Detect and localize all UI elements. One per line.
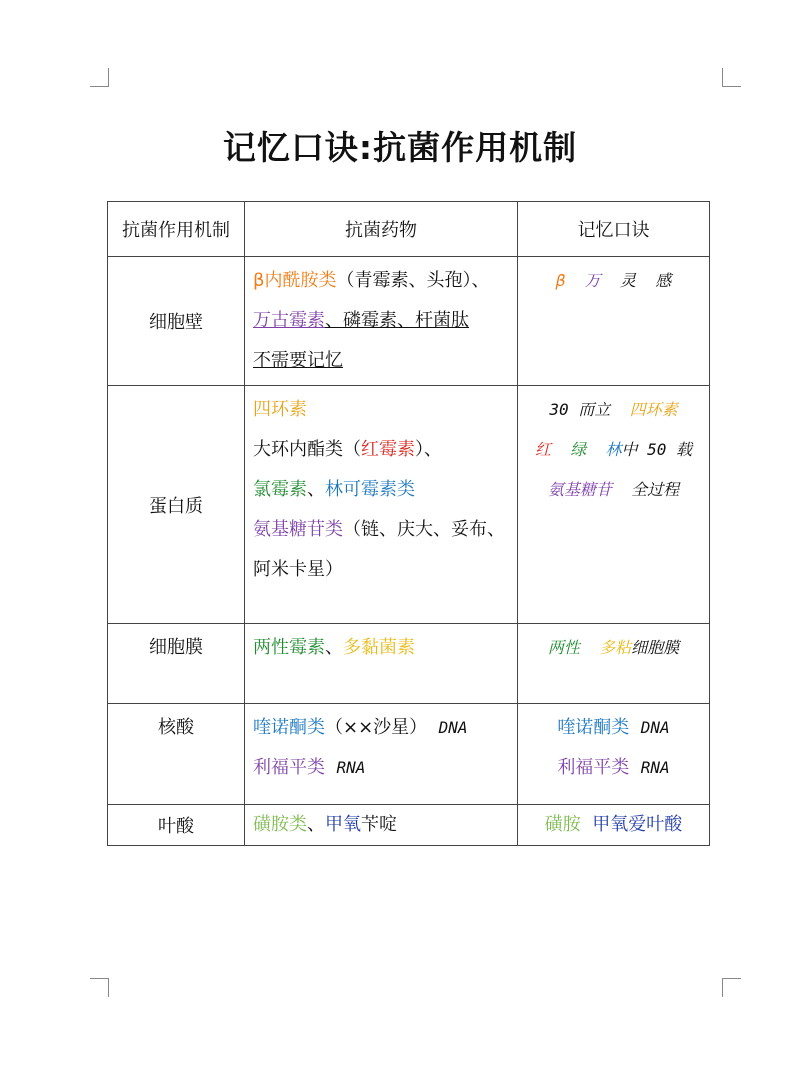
mechanism-cell	[108, 704, 245, 805]
mnemonic-word: 多粘	[599, 638, 632, 657]
drug-line	[253, 708, 511, 748]
header-drugs: 抗菌药物	[245, 202, 518, 257]
mnemonic-word: 四环素	[629, 400, 678, 419]
drug-text: 、	[325, 637, 343, 658]
mnemonic-cell	[518, 805, 710, 846]
mnemonic-word: 万	[584, 271, 601, 290]
drugs-cell	[245, 624, 518, 704]
mnemonic-word: 喹诺酮类	[557, 717, 630, 738]
table-row	[108, 805, 710, 846]
drug-line	[253, 628, 511, 668]
mnemonic-word: 灵	[619, 271, 636, 290]
drug-line	[253, 430, 511, 470]
drug-text: 大环内酯类（	[253, 439, 361, 460]
crop-mark-top-right	[722, 68, 741, 87]
mnemonic-line	[524, 805, 703, 845]
crop-mark-bottom-right	[722, 978, 741, 997]
drug-trimethoprim: 甲氧	[325, 814, 361, 835]
drug-sulfonamide: 磺胺类	[253, 814, 307, 835]
drug-text: 、	[307, 814, 325, 835]
mnemonic-word: 林	[605, 440, 622, 459]
drug-text: 阿米卡星）	[253, 559, 343, 580]
drug-polymyxin: 多黏菌素	[343, 637, 415, 658]
mnemonic-line	[524, 748, 703, 788]
table-row	[108, 386, 710, 624]
drug-line	[253, 341, 511, 381]
mnemonic-cell	[518, 624, 710, 704]
crop-mark-bottom-left	[90, 978, 109, 997]
target-rna: RNA	[336, 758, 366, 777]
mnemonic-word: 红	[534, 440, 551, 459]
drug-line	[253, 301, 511, 341]
page-title: 记忆口诀:抗菌作用机制	[222, 128, 578, 167]
mechanism-cell: 细胞壁	[108, 257, 245, 386]
drug-text: （青霉素、头孢）、	[336, 270, 490, 291]
drug-amphotericin: 两性霉素	[253, 637, 325, 658]
drug-tetracycline: 四环素	[253, 399, 307, 420]
drugs-cell	[245, 805, 518, 846]
drug-text: （链、庆大、妥布、	[343, 519, 505, 540]
drug-chloramphenicol: 氯霉素	[253, 479, 307, 500]
mechanism-cell	[108, 624, 245, 704]
target-dna: DNA	[438, 718, 468, 737]
drug-line	[253, 510, 511, 550]
mnemonic-word: DNA	[640, 718, 670, 737]
drug-erythromycin: 红霉素	[361, 439, 415, 460]
drug-text: 苄啶	[361, 814, 397, 835]
drugs-cell	[245, 257, 518, 386]
drug-lincomycin: 林可霉素类	[325, 479, 415, 500]
mnemonic-word: 两性	[547, 638, 580, 657]
mnemonic-word: RNA	[640, 758, 670, 777]
mnemonic-cell	[518, 257, 710, 386]
mechanism-cell: 蛋白质	[108, 386, 245, 624]
drug-beta-lactam: β内酰胺类	[253, 270, 337, 291]
mnemonic-word: 全过程	[631, 480, 680, 499]
mnemonic-word: 细胞膜	[631, 638, 680, 657]
mnemonic-line	[524, 390, 703, 430]
mnemonic-word: 绿	[570, 440, 587, 459]
drug-line	[253, 805, 511, 845]
table-row	[108, 704, 710, 805]
drugs-cell	[245, 386, 518, 624]
drug-text: 、磷霉素、杆菌肽	[325, 310, 469, 331]
mnemonic-word: 磺胺	[544, 814, 581, 835]
drug-line	[253, 748, 511, 788]
mnemonic-line	[524, 261, 703, 301]
drug-line	[253, 550, 511, 590]
drug-line	[253, 470, 511, 510]
mnemonic-word: 利福平类	[557, 757, 630, 778]
mnemonic-line	[524, 708, 703, 748]
mnemonic-word: 氨基糖苷	[547, 480, 612, 499]
mnemonic-word: 感	[655, 271, 672, 290]
mechanism-label: 细胞膜	[149, 637, 203, 658]
header-mechanism: 抗菌作用机制	[108, 202, 245, 257]
drug-text: 、	[307, 479, 325, 500]
table-header-row	[108, 202, 710, 257]
mnemonic-line	[524, 628, 703, 668]
mnemonic-line	[524, 470, 703, 510]
mechanism-cell: 叶酸	[108, 805, 245, 846]
mnemonic-cell	[518, 386, 710, 624]
mechanism-table	[107, 201, 710, 846]
drugs-cell	[245, 704, 518, 805]
drug-text: ）、	[415, 439, 442, 460]
mnemonic-cell	[518, 704, 710, 805]
table-row	[108, 624, 710, 704]
drug-line	[253, 261, 511, 301]
no-memorize-note: 不需要记忆	[253, 350, 343, 371]
mnemonic-line	[524, 430, 703, 470]
drug-line	[253, 390, 511, 430]
header-mnemonic: 记忆口诀	[518, 202, 710, 257]
drug-vancomycin: 万古霉素	[253, 310, 325, 331]
table-row	[108, 257, 710, 386]
mnemonic-word: 甲氧爱叶酸	[592, 814, 683, 835]
crop-mark-top-left	[90, 68, 109, 87]
mnemonic-word: β	[555, 271, 566, 290]
mnemonic-word: 30 而立	[549, 400, 611, 419]
mechanism-label: 核酸	[158, 717, 194, 738]
drug-rifampicin: 利福平类	[253, 757, 325, 778]
drug-text: （××沙星）	[325, 717, 428, 738]
mnemonic-word: 中 50 载	[621, 440, 693, 459]
drug-quinolone: 喹诺酮类	[253, 717, 325, 738]
drug-aminoglycoside: 氨基糖苷类	[253, 519, 343, 540]
